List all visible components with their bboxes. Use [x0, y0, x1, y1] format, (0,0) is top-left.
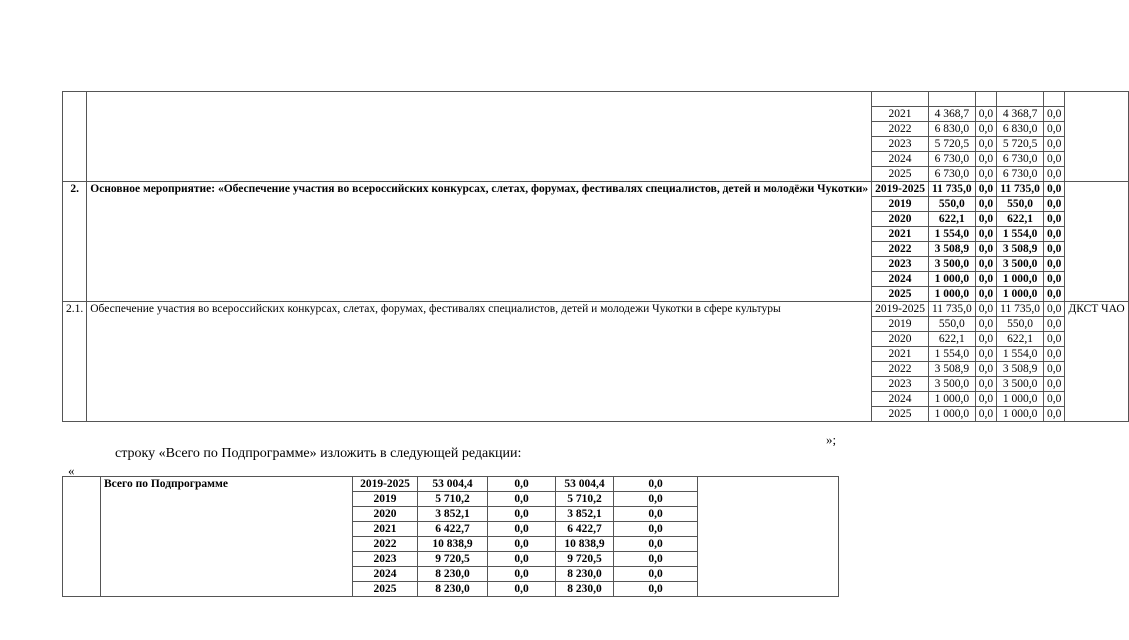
value-cell: 0,0 [975, 122, 996, 137]
value-cell: 5 710,2 [556, 492, 614, 507]
total-cell: 1 554,0 [928, 347, 975, 362]
value-cell: 622,1 [997, 212, 1044, 227]
value-cell: 6 730,0 [997, 152, 1044, 167]
year-cell: 2020 [872, 212, 929, 227]
year-cell: 2025 [872, 407, 929, 422]
total-cell: 4 368,7 [928, 107, 975, 122]
instruction-text: строку «Всего по Подпрограмме» изложить в следующей редакции: [115, 446, 522, 461]
value-cell: 0,0 [1043, 362, 1064, 377]
table-row [63, 477, 839, 492]
value-cell: 6 422,7 [556, 522, 614, 537]
year-cell [872, 92, 929, 107]
value-cell: 8 230,0 [556, 567, 614, 582]
total-cell: 3 500,0 [928, 257, 975, 272]
value-cell: 0,0 [975, 332, 996, 347]
value-cell: 0,0 [1043, 137, 1064, 152]
value-cell: 0,0 [1043, 347, 1064, 362]
executor-cell [1065, 92, 1128, 182]
value-cell: 0,0 [614, 552, 698, 567]
value-cell: 1 000,0 [997, 392, 1044, 407]
total-cell: 11 735,0 [928, 302, 975, 317]
total-cell: 6 422,7 [418, 522, 488, 537]
year-cell: 2022 [872, 122, 929, 137]
year-cell: 2023 [872, 137, 929, 152]
activity-name: Основное мероприятие: «Обеспечение участия во всероссийских конкурсах, слетах, форумах, фестивалях специалистов, детей и молодёжи Чукотки» [87, 182, 872, 302]
value-cell: 0,0 [1043, 302, 1064, 317]
year-cell: 2019 [353, 492, 418, 507]
value-cell: 0,0 [614, 477, 698, 492]
number-cell [63, 92, 87, 182]
value-cell: 0,0 [614, 522, 698, 537]
year-cell: 2021 [872, 227, 929, 242]
value-cell: 0,0 [614, 537, 698, 552]
year-cell: 2021 [353, 522, 418, 537]
total-cell: 5 720,5 [928, 137, 975, 152]
table-row [63, 302, 1129, 317]
year-cell: 2024 [872, 392, 929, 407]
total-cell: 3 508,9 [928, 362, 975, 377]
value-cell: 0,0 [1043, 212, 1064, 227]
total-cell: 622,1 [928, 212, 975, 227]
value-cell: 0,0 [975, 167, 996, 182]
value-cell [975, 92, 996, 107]
value-cell: 5 720,5 [997, 137, 1044, 152]
value-cell: 0,0 [975, 212, 996, 227]
value-cell: 3 500,0 [997, 377, 1044, 392]
value-cell: 0,0 [488, 582, 556, 597]
value-cell: 0,0 [614, 492, 698, 507]
value-cell: 550,0 [997, 317, 1044, 332]
value-cell: 0,0 [975, 317, 996, 332]
value-cell: 0,0 [975, 137, 996, 152]
value-cell: 550,0 [997, 197, 1044, 212]
total-cell: 550,0 [928, 197, 975, 212]
value-cell: 0,0 [488, 522, 556, 537]
value-cell: 1 000,0 [997, 272, 1044, 287]
value-cell: 8 230,0 [556, 582, 614, 597]
year-cell: 2024 [872, 272, 929, 287]
number-cell [63, 477, 101, 597]
value-cell [997, 92, 1044, 107]
executor-cell: ДКСТ ЧАО [1065, 302, 1128, 422]
name-cell [87, 92, 872, 182]
value-cell: 0,0 [1043, 257, 1064, 272]
year-cell: 2021 [872, 347, 929, 362]
value-cell: 53 004,4 [556, 477, 614, 492]
value-cell: 0,0 [1043, 107, 1064, 122]
total-cell: 3 852,1 [418, 507, 488, 522]
year-cell: 2021 [872, 107, 929, 122]
year-cell: 2024 [353, 567, 418, 582]
value-cell [1043, 92, 1064, 107]
year-cell: 2023 [872, 377, 929, 392]
value-cell: 622,1 [997, 332, 1044, 347]
value-cell: 0,0 [1043, 242, 1064, 257]
value-cell: 0,0 [488, 492, 556, 507]
value-cell: 0,0 [614, 567, 698, 582]
activity-name: Обеспечение участия во всероссийских конкурсах, слетах, форумах, фестивалях специалистов, детей и молодежи Чукотки в сфере культуры [87, 302, 872, 422]
value-cell: 0,0 [1043, 122, 1064, 137]
value-cell: 0,0 [1043, 377, 1064, 392]
total-cell: 622,1 [928, 332, 975, 347]
year-cell: 2020 [353, 507, 418, 522]
year-cell: 2019-2025 [872, 302, 929, 317]
year-cell: 2019 [872, 197, 929, 212]
value-cell: 0,0 [1043, 332, 1064, 347]
value-cell: 0,0 [975, 152, 996, 167]
value-cell: 0,0 [975, 347, 996, 362]
total-cell: 11 735,0 [928, 182, 975, 197]
executor-cell [1065, 182, 1128, 302]
year-cell: 2022 [872, 242, 929, 257]
year-cell: 2019 [872, 317, 929, 332]
row-number: 2. [63, 182, 87, 302]
total-cell: 8 230,0 [418, 582, 488, 597]
value-cell: 0,0 [1043, 152, 1064, 167]
value-cell: 1 000,0 [997, 407, 1044, 422]
value-cell: 6 830,0 [997, 122, 1044, 137]
year-cell: 2019-2025 [872, 182, 929, 197]
year-cell: 2025 [872, 287, 929, 302]
total-cell: 9 720,5 [418, 552, 488, 567]
value-cell: 10 838,9 [556, 537, 614, 552]
opening-quote-mark: « [68, 463, 75, 478]
value-cell: 0,0 [975, 107, 996, 122]
total-cell: 1 554,0 [928, 227, 975, 242]
value-cell: 0,0 [975, 242, 996, 257]
total-cell: 53 004,4 [418, 477, 488, 492]
value-cell: 0,0 [975, 302, 996, 317]
total-label: Всего по Подпрограмме [101, 477, 353, 597]
value-cell: 0,0 [975, 407, 996, 422]
value-cell: 3 508,9 [997, 362, 1044, 377]
value-cell: 0,0 [975, 377, 996, 392]
year-cell: 2024 [872, 152, 929, 167]
total-cell: 10 838,9 [418, 537, 488, 552]
total-cell: 3 500,0 [928, 377, 975, 392]
value-cell: 0,0 [614, 507, 698, 522]
value-cell: 0,0 [975, 257, 996, 272]
value-cell: 1 554,0 [997, 347, 1044, 362]
value-cell: 3 508,9 [997, 242, 1044, 257]
value-cell: 0,0 [488, 552, 556, 567]
total-cell: 3 508,9 [928, 242, 975, 257]
year-cell: 2019-2025 [353, 477, 418, 492]
value-cell: 3 852,1 [556, 507, 614, 522]
value-cell: 0,0 [488, 507, 556, 522]
closing-quote-mark: »; [826, 432, 837, 447]
year-cell: 2022 [353, 537, 418, 552]
table-row [63, 182, 1129, 197]
subprogram-total-table [62, 476, 839, 597]
total-cell: 1 000,0 [928, 272, 975, 287]
year-cell: 2023 [872, 257, 929, 272]
total-cell: 8 230,0 [418, 567, 488, 582]
value-cell: 0,0 [488, 567, 556, 582]
year-cell: 2020 [872, 332, 929, 347]
value-cell: 0,0 [975, 392, 996, 407]
value-cell: 0,0 [1043, 167, 1064, 182]
total-cell: 6 730,0 [928, 152, 975, 167]
value-cell: 0,0 [1043, 182, 1064, 197]
value-cell: 0,0 [1043, 272, 1064, 287]
value-cell: 0,0 [975, 182, 996, 197]
total-cell: 1 000,0 [928, 407, 975, 422]
row-number: 2.1. [63, 302, 87, 422]
total-cell: 6 830,0 [928, 122, 975, 137]
value-cell: 4 368,7 [997, 107, 1044, 122]
total-cell: 550,0 [928, 317, 975, 332]
value-cell: 0,0 [975, 287, 996, 302]
executor-cell [698, 477, 839, 597]
value-cell: 6 730,0 [997, 167, 1044, 182]
value-cell: 0,0 [488, 477, 556, 492]
year-cell: 2025 [353, 582, 418, 597]
value-cell: 11 735,0 [997, 182, 1044, 197]
value-cell: 1 000,0 [997, 287, 1044, 302]
year-cell: 2022 [872, 362, 929, 377]
value-cell: 0,0 [1043, 407, 1064, 422]
value-cell: 1 554,0 [997, 227, 1044, 242]
value-cell: 0,0 [1043, 287, 1064, 302]
total-cell [928, 92, 975, 107]
value-cell: 0,0 [975, 272, 996, 287]
value-cell: 0,0 [975, 197, 996, 212]
value-cell: 0,0 [1043, 392, 1064, 407]
program-table [62, 91, 1129, 422]
table-row [63, 92, 1129, 107]
year-cell: 2023 [353, 552, 418, 567]
total-cell: 5 710,2 [418, 492, 488, 507]
value-cell: 0,0 [1043, 197, 1064, 212]
value-cell: 0,0 [488, 537, 556, 552]
value-cell: 0,0 [1043, 227, 1064, 242]
total-cell: 6 730,0 [928, 167, 975, 182]
total-cell: 1 000,0 [928, 287, 975, 302]
total-cell: 1 000,0 [928, 392, 975, 407]
value-cell: 0,0 [975, 362, 996, 377]
value-cell: 0,0 [1043, 317, 1064, 332]
value-cell: 9 720,5 [556, 552, 614, 567]
value-cell: 3 500,0 [997, 257, 1044, 272]
year-cell: 2025 [872, 167, 929, 182]
value-cell: 0,0 [614, 582, 698, 597]
value-cell: 11 735,0 [997, 302, 1044, 317]
value-cell: 0,0 [975, 227, 996, 242]
